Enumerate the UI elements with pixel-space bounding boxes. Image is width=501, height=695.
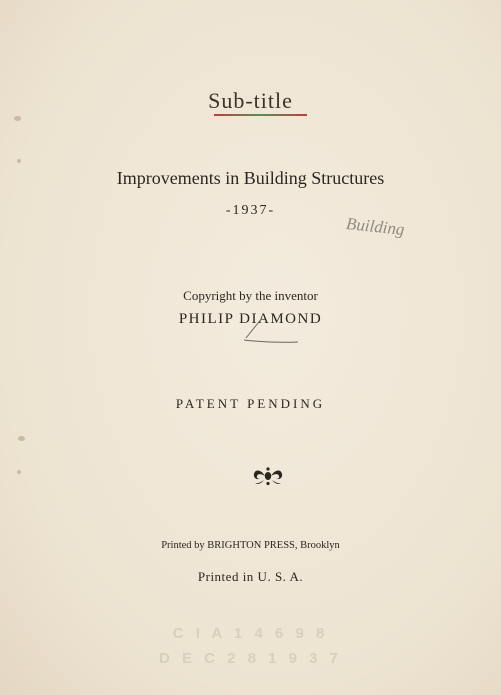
binding-hole [17,159,21,163]
document-title: Improvements in Building Structures [116,168,385,188]
stamp-line: C I A 1 4 6 9 8 [172,625,329,642]
fleuron-ornament-icon [251,466,285,486]
subtitle-underline [214,114,307,116]
handwritten-annotation: Building [345,213,406,240]
stamp-line: D E C 2 8 1 9 3 7 [158,650,343,667]
subtitle-heading: Sub-title [208,88,293,113]
binding-hole [17,470,21,474]
copyright-line: Copyright by the inventor [183,288,318,303]
printed-in-line: Printed in U. S. A. [197,569,304,584]
binding-hole [18,436,25,441]
document-year: -1937- [225,203,276,218]
patent-status: PATENT PENDING [175,396,326,411]
inventor-name: PHILIP DIAMOND [178,311,323,327]
pencil-mark-icon [240,316,300,346]
printer-line: Printed by BRIGHTON PRESS, Brooklyn [161,540,340,551]
binding-hole [14,116,21,121]
